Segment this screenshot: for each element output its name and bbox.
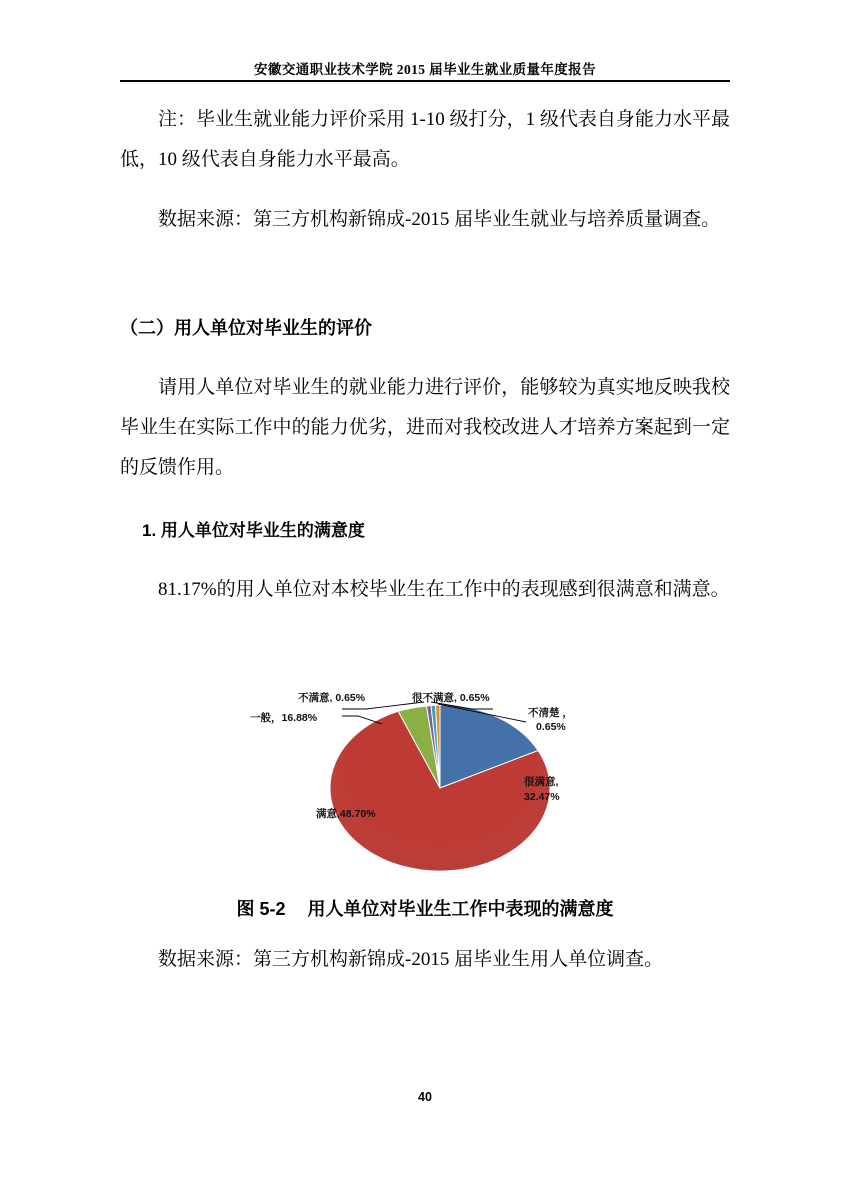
pie-shading [330, 705, 550, 871]
section-heading-2: （二）用人单位对毕业生的评价 [120, 318, 372, 338]
pie-label-dissatisfied: 不满意, 0.65% [298, 692, 366, 704]
pie-label-unclear-value: 0.65% [536, 721, 566, 733]
paragraph-2: 请用人单位对毕业生的就业能力进行评价，能够较为真实地反映我校毕业生在实际工作中的能力优劣，进而对我校改进人才培养方案起到一定的反馈作用。 [120, 377, 730, 478]
pie-label-very-dissatisfied: 很不满意, 0.65% [412, 692, 490, 704]
pie-label-satisfied: 满意,48.70% [316, 808, 376, 820]
running-header: 安徽交通职业技术学院 2015 届毕业生就业质量年度报告 [254, 62, 596, 77]
section-heading-3: 1. 用人单位对毕业生的满意度 [142, 521, 365, 540]
pie-chart-figure [120, 660, 730, 890]
pie-label-general: 一般，16.88% [250, 712, 318, 724]
source-paragraph-2: 数据来源：第三方机构新锦成-2015 届毕业生用人单位调查。 [158, 949, 664, 970]
pie-label-very-satisfied-value: 32.47% [524, 791, 560, 803]
header-divider [120, 80, 730, 82]
paragraph-3: 81.17%的用人单位对本校毕业生在工作中的表现感到很满意和满意。 [158, 579, 730, 600]
figure-caption-number: 图 5-2 [236, 899, 286, 919]
note-paragraph: 注：毕业生就业能力评价采用 1-10 级打分，1 级代表自身能力水平最低，10 级代表自身能力水平最高。 [120, 109, 730, 170]
pie-label-unclear: 不清楚 ， [528, 707, 573, 719]
page-number: 40 [418, 1090, 432, 1104]
figure-caption-title: 用人单位对毕业生工作中表现的满意度 [307, 899, 614, 919]
source-paragraph-1: 数据来源：第三方机构新锦成-2015 届毕业生就业与培养质量调查。 [158, 209, 721, 230]
page-content [120, 0, 730, 1200]
pie-label-very-satisfied: 很满意, [524, 776, 559, 788]
figure-caption [120, 895, 730, 921]
